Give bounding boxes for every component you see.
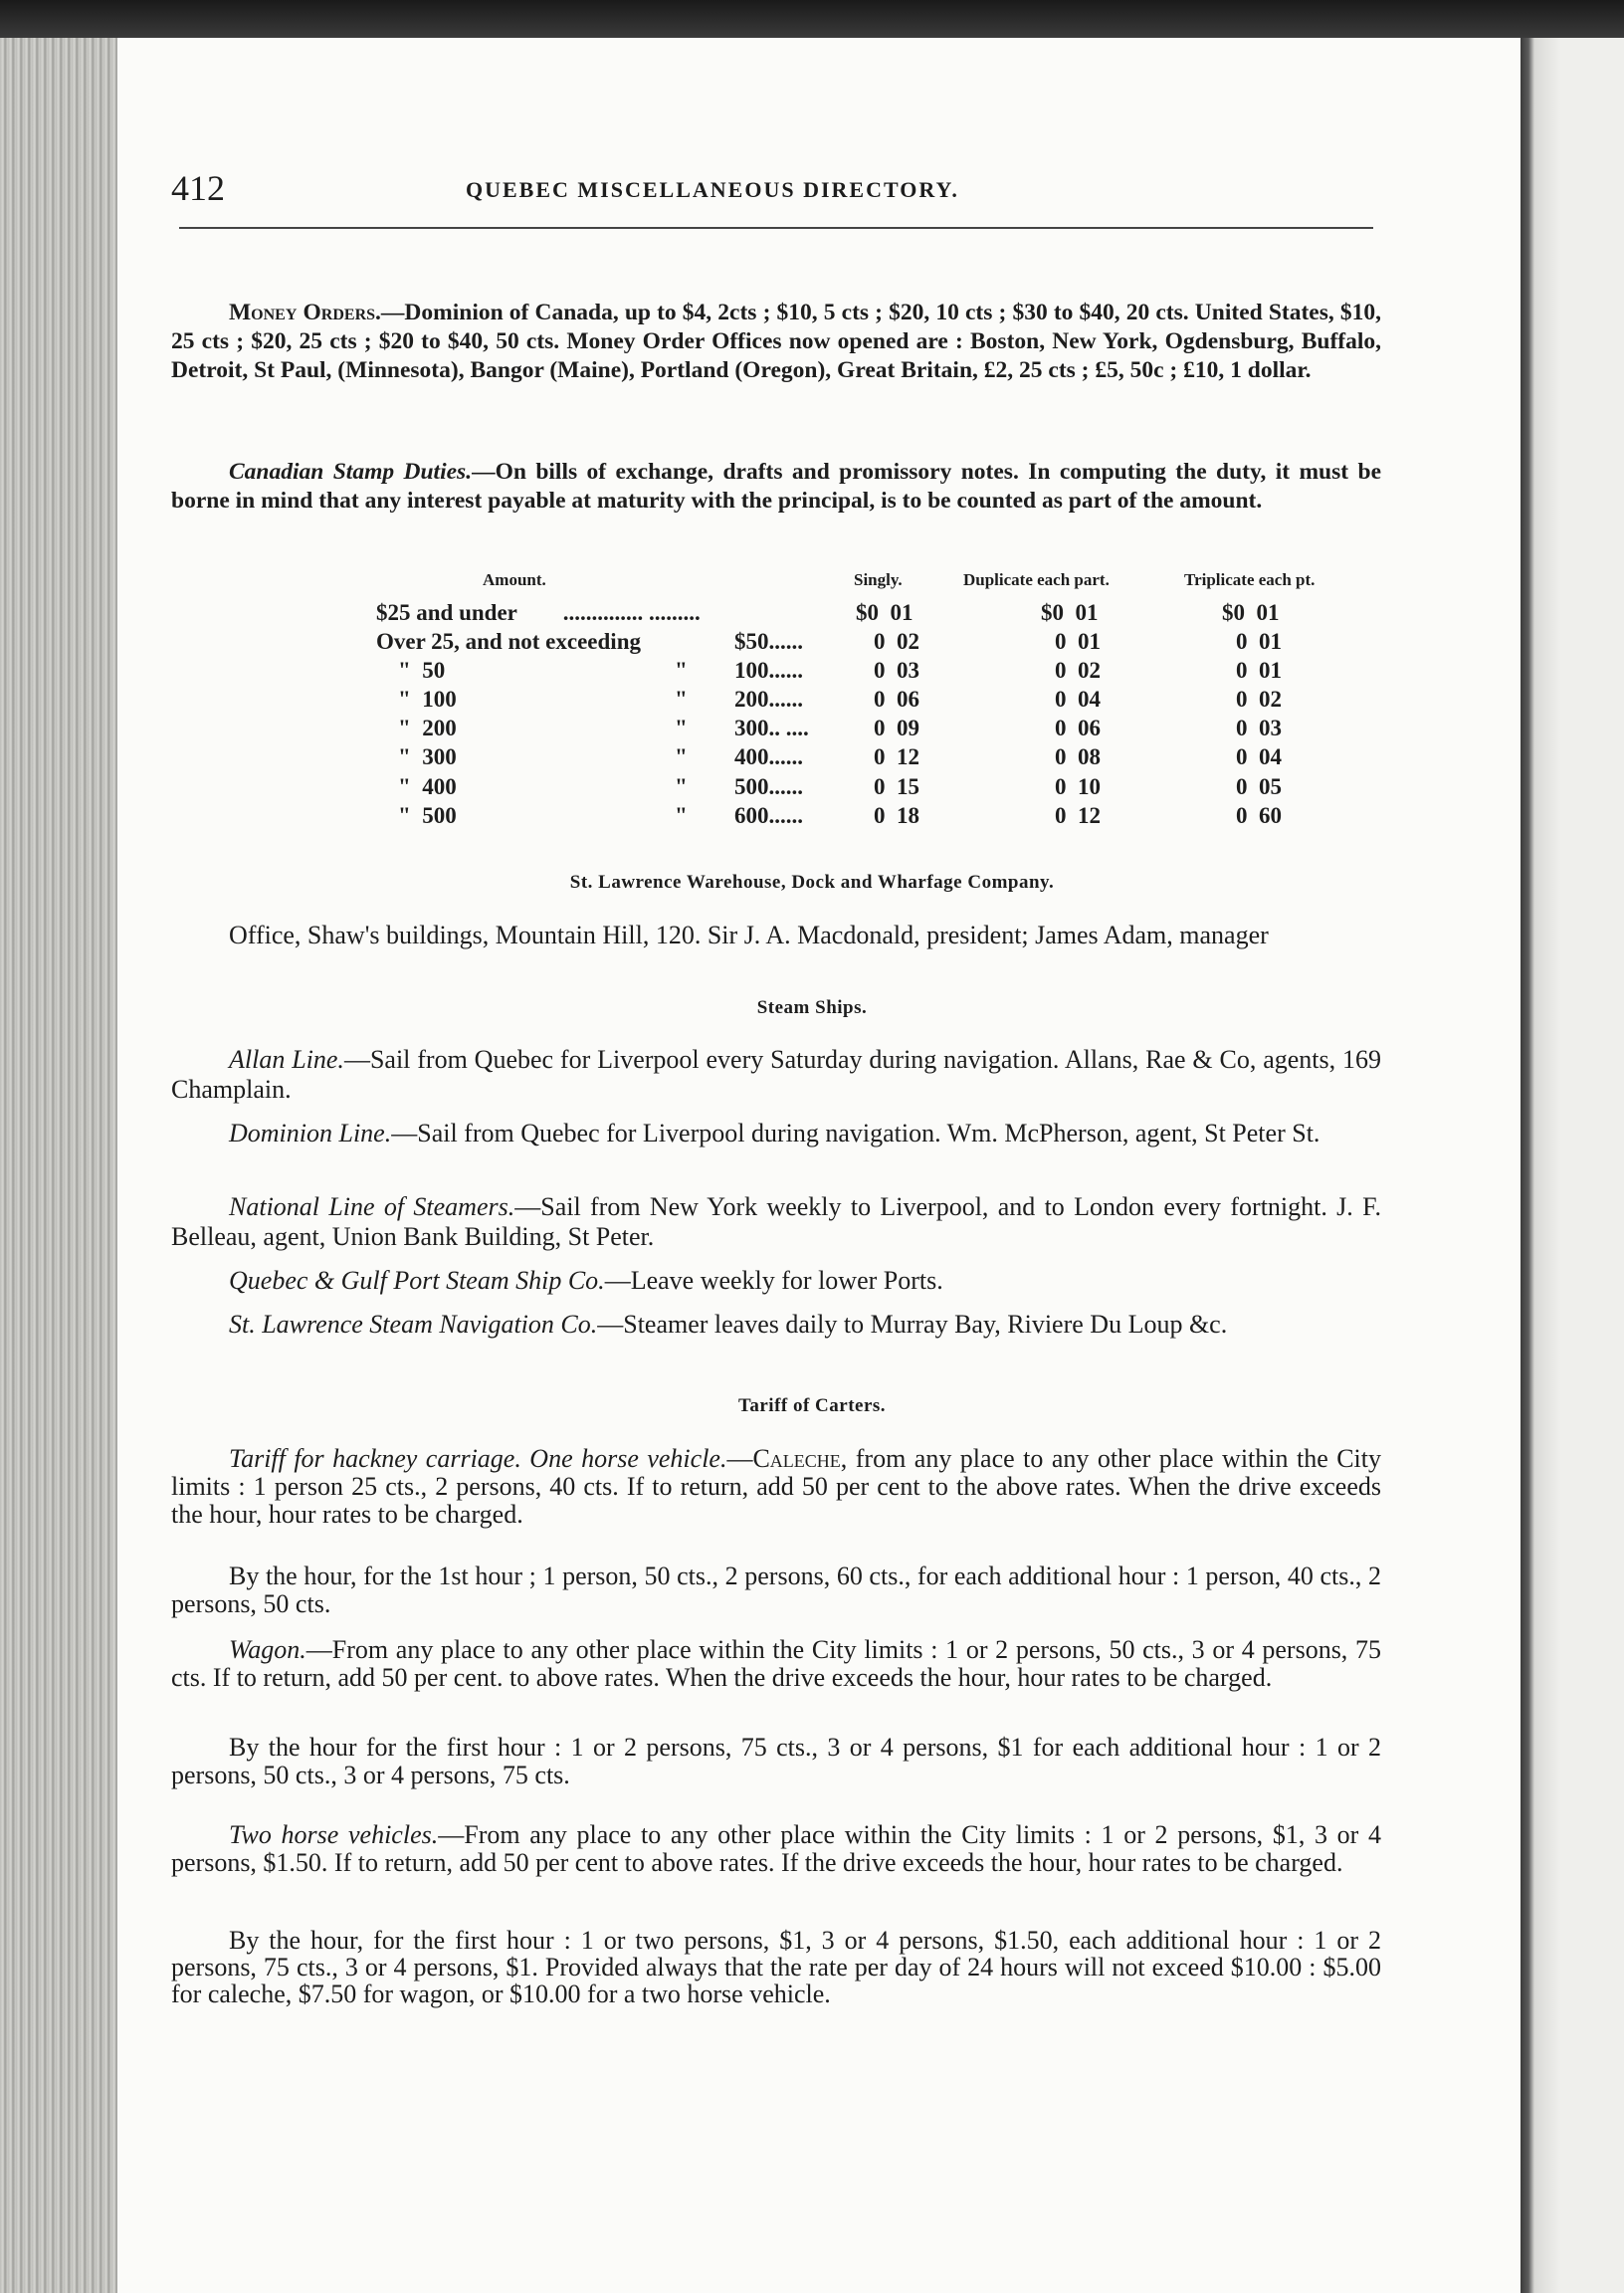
allan-line-paragraph (171, 1045, 1381, 1105)
st-lawrence-navigation-paragraph (171, 1310, 1381, 1340)
allan-line-text: —Sail from Quebec for Liverpool every Saturday during navigation. Allans, Rae & Co, agents, 169 Champlain. (171, 1045, 1381, 1104)
singly-value: 0 18 (874, 802, 919, 828)
amount-from: " 100 (398, 687, 457, 713)
singly-value: 0 02 (874, 629, 919, 655)
money-orders-text: —Dominion of Canada, up to $4, 2cts ; $10, 5 cts ; $20, 10 cts ; $30 to $40, 20 cts. United States, $10, 25 cts ; $20, 25 cts ; $20 to $40, 50 cts. Money Order Offices now opened are : Boston, New York, Ogdensburg, Buffalo, Detroit, St Paul, (Minnesota), Bangor (Maine), Portland (Oregon), Great Britain, £2, 25 cts ; £5, 50c ; £10, 1 dollar. (171, 300, 1381, 383)
triplicate-value: 0 03 (1236, 716, 1282, 741)
warehouse-heading: St. Lawrence Warehouse, Dock and Wharfage Company. (569, 872, 1055, 893)
amount-from: " 50 (398, 658, 446, 684)
duplicate-value: 0 12 (1055, 802, 1101, 828)
book-spine-edge (0, 38, 117, 2293)
two-horse-text: —From any place to any other place within the City limits : 1 or 2 persons, $1, 3 or 4 persons, $1.50. If to return, add 50 per cent to above rates. If the drive exceeds the hour, hour rates to be charged. (171, 1820, 1382, 1877)
hackney-dash: — (726, 1444, 753, 1473)
ditto-mark: " (675, 658, 688, 684)
duplicate-value: 0 10 (1055, 773, 1101, 799)
stamp-duties-table (239, 570, 1383, 832)
table-row (239, 600, 1383, 629)
tariff-heading: Tariff of Carters. (737, 1395, 887, 1416)
header-triplicate: Triplicate each pt. (1184, 570, 1316, 589)
hackney-lead: Tariff for hackney carriage. One horse vehicle. (229, 1444, 727, 1473)
table-row (239, 716, 1383, 744)
duplicate-value: 0 06 (1055, 716, 1101, 741)
stamp-duties-text: —On bills of exchange, drafts and promissory notes. In computing the duty, it must be borne in mind that any interest payable at maturity with the principal, is to be counted as part of the amount. (171, 459, 1381, 514)
amount-from: " 300 (398, 744, 457, 770)
triplicate-value: 0 60 (1236, 802, 1282, 828)
dominion-line-text: —Sail from Quebec for Liverpool during navigation. Wm. McPherson, agent, St Peter St. (391, 1119, 1320, 1147)
amount-to: 500...... (734, 773, 803, 799)
duplicate-value: 0 08 (1055, 744, 1101, 770)
allan-line-lead: Allan Line. (229, 1045, 344, 1074)
header-rule (179, 227, 1373, 229)
singly-value: 0 09 (874, 716, 919, 741)
dominion-line-paragraph (171, 1119, 1381, 1148)
ditto-mark: " (675, 687, 688, 713)
national-line-text: —Sail from New York weekly to Liverpool, and to London every fortnight. J. F. Belleau, agent, Union Bank Building, St Peter. (171, 1192, 1381, 1251)
amount-to: 400...... (734, 744, 803, 770)
amount-to: 200...... (734, 687, 803, 713)
money-orders-paragraph (171, 299, 1381, 385)
quebec-gulf-text: —Leave weekly for lower Ports. (604, 1266, 943, 1295)
amount-to: 300.. .... (734, 716, 809, 741)
header-amount: Amount. (483, 570, 546, 589)
caleche-label: Caleche (752, 1444, 841, 1473)
two-horse-lead: Two horse vehicles. (229, 1820, 439, 1849)
book-right-edge (1521, 38, 1624, 2293)
warehouse-paragraph: Office, Shaw's buildings, Mountain Hill, 120. Sir J. A. Macdonald, president; James Adam, manager (229, 921, 1269, 949)
duplicate-value: 0 01 (1055, 629, 1101, 655)
stamp-duties-header (239, 570, 1383, 600)
ditto-mark: " (675, 716, 688, 741)
stamp-duties-lead: Canadian Stamp Duties. (229, 459, 473, 485)
page-number: 412 (171, 168, 225, 208)
wagon-hour-paragraph: By the hour for the first hour : 1 or 2 persons, 75 cts., 3 or 4 persons, $1 for each additional hour : 1 or 2 persons, 50 cts., 3 or 4 persons, 75 cts. (171, 1733, 1381, 1789)
duplicate-value: $0 01 (1041, 600, 1099, 625)
ditto-mark: " (675, 773, 688, 799)
hackney-text: , from any place to any other place within the City limits : 1 person 25 cts., 2 persons, 40 cts. If to return, add 50 per cent to the above rates. When the drive exceeds the hour, hour rates to be charged. (171, 1444, 1381, 1529)
scan-top-border (0, 0, 1624, 38)
amount-from: " 500 (398, 802, 457, 828)
steam-ships-heading: Steam Ships. (756, 997, 868, 1018)
running-head: QUEBEC MISCELLANEOUS DIRECTORY. (466, 177, 959, 202)
amount-to: 100...... (734, 658, 803, 684)
national-line-paragraph (171, 1192, 1381, 1252)
amount-from: $25 and under (376, 600, 517, 625)
wagon-paragraph (171, 1636, 1381, 1692)
triplicate-value: 0 01 (1236, 629, 1282, 655)
amount-to: 600...... (734, 802, 803, 828)
st-lawrence-navigation-lead: St. Lawrence Steam Navigation Co. (229, 1310, 598, 1339)
amount-leader: .............. ......... (557, 600, 701, 625)
stamp-duties-paragraph (171, 458, 1381, 516)
ditto-mark: " (675, 802, 688, 828)
two-horse-paragraph (171, 1821, 1381, 1877)
singly-value: 0 03 (874, 658, 919, 684)
wagon-lead: Wagon. (229, 1635, 306, 1664)
singly-value: $0 01 (856, 600, 914, 625)
triplicate-value: $0 01 (1222, 600, 1280, 625)
st-lawrence-navigation-text: —Steamer leaves daily to Murray Bay, Riviere Du Loup &c. (597, 1310, 1228, 1339)
national-line-lead: National Line of Steamers. (229, 1192, 515, 1221)
amount-from: " 200 (398, 716, 457, 741)
header-singly: Singly. (854, 570, 903, 589)
amount-from: Over 25, and not exceeding (376, 629, 641, 655)
triplicate-value: 0 05 (1236, 773, 1282, 799)
singly-value: 0 06 (874, 687, 919, 713)
quebec-gulf-lead: Quebec & Gulf Port Steam Ship Co. (229, 1266, 605, 1295)
dominion-line-lead: Dominion Line. (229, 1119, 392, 1147)
triplicate-value: 0 01 (1236, 658, 1282, 684)
triplicate-value: 0 02 (1236, 687, 1282, 713)
singly-value: 0 15 (874, 773, 919, 799)
two-horse-hour-paragraph: By the hour, for the first hour : 1 or two persons, $1, 3 or 4 persons, $1.50, each additional hour : 1 or 2 persons, 75 cts., 3 or 4 persons, $1. Provided always that the rate per day of 24 hours will not exceed $10.00 : $5.00 for caleche, $7.50 for wagon, or $10.00 for a two horse vehicle. (171, 1926, 1381, 2008)
table-row (239, 658, 1383, 687)
quebec-gulf-paragraph (171, 1266, 1381, 1296)
header-duplicate: Duplicate each part. (963, 570, 1110, 589)
amount-to: $50...... (734, 629, 803, 655)
table-row (239, 687, 1383, 716)
hackney-paragraph (171, 1445, 1381, 1529)
wagon-text: —From any place to any other place within the City limits : 1 or 2 persons, 50 cts., 3 or 4 persons, 75 cts. If to return, add 50 per cent. to above rates. When the drive exceeds the hour, hour rates to be charged. (171, 1635, 1381, 1692)
singly-value: 0 12 (874, 744, 919, 770)
money-orders-lead: Money Orders. (229, 300, 381, 325)
ditto-mark: " (675, 744, 688, 770)
duplicate-value: 0 04 (1055, 687, 1101, 713)
duplicate-value: 0 02 (1055, 658, 1101, 684)
hackney-hour-paragraph: By the hour, for the 1st hour ; 1 person, 50 cts., 2 persons, 60 cts., for each additional hour : 1 person, 40 cts., 2 persons, 50 cts. (171, 1562, 1381, 1618)
table-row (239, 774, 1383, 803)
table-row (239, 744, 1383, 773)
amount-from: " 400 (398, 773, 457, 799)
table-row (239, 629, 1383, 658)
table-row (239, 803, 1383, 832)
triplicate-value: 0 04 (1236, 744, 1282, 770)
